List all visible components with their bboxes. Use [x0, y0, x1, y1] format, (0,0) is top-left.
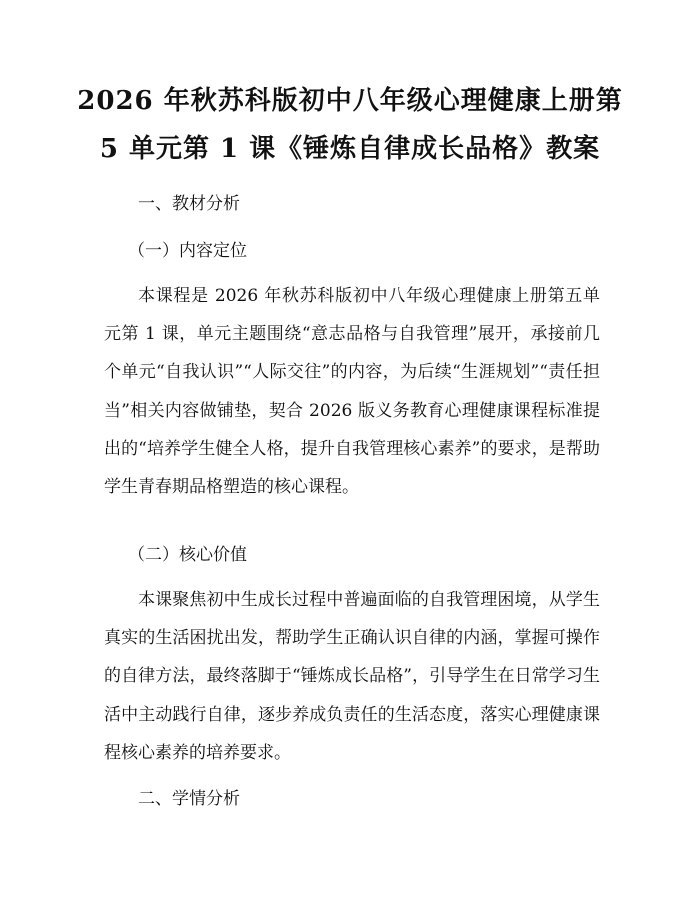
subsection-heading-content-positioning: （一）内容定位 [128, 241, 247, 261]
document-title-line1: 2026 年秋苏科版初中八年级心理健康上册第 [77, 86, 623, 116]
paragraph-core-value: 本课聚焦初中生成长过程中普遍面临的自我管理困境，从学生真实的生活困扰出发，帮助学生正确认识自律的内涵，掌握可操作的自律方法，最终落脚于“锤炼成长品格”，引导学生在日常学习生活中主动践行自律，逐步养成负责任的生活态度，落实心理健康课程核心素养的培养要求。 [104, 590, 600, 763]
subsection-heading-core-value: （二）核心价值 [128, 545, 247, 565]
section-heading-teaching-material-analysis: 一、教材分析 [138, 194, 240, 214]
section-heading-student-analysis: 二、学情分析 [138, 789, 240, 809]
document-title-line2: 5 单元第 1 课《锤炼自律成长品格》教案 [99, 134, 601, 164]
paragraph-content-positioning: 本课程是 2026 年秋苏科版初中八年级心理健康上册第五单元第 1 课，单元主题围绕“意志品格与自我管理”展开，承接前几个单元“自我认识”“人际交往”的内容，为后续“生涯规划”“责任担当”相关内容做铺垫，契合 2026 版义务教育心理健康课程标准提出的“培养学生健全人格，提升自我管理核心素养”的要求，是帮助学生青春期品格塑造的核心课程。 [104, 286, 600, 498]
